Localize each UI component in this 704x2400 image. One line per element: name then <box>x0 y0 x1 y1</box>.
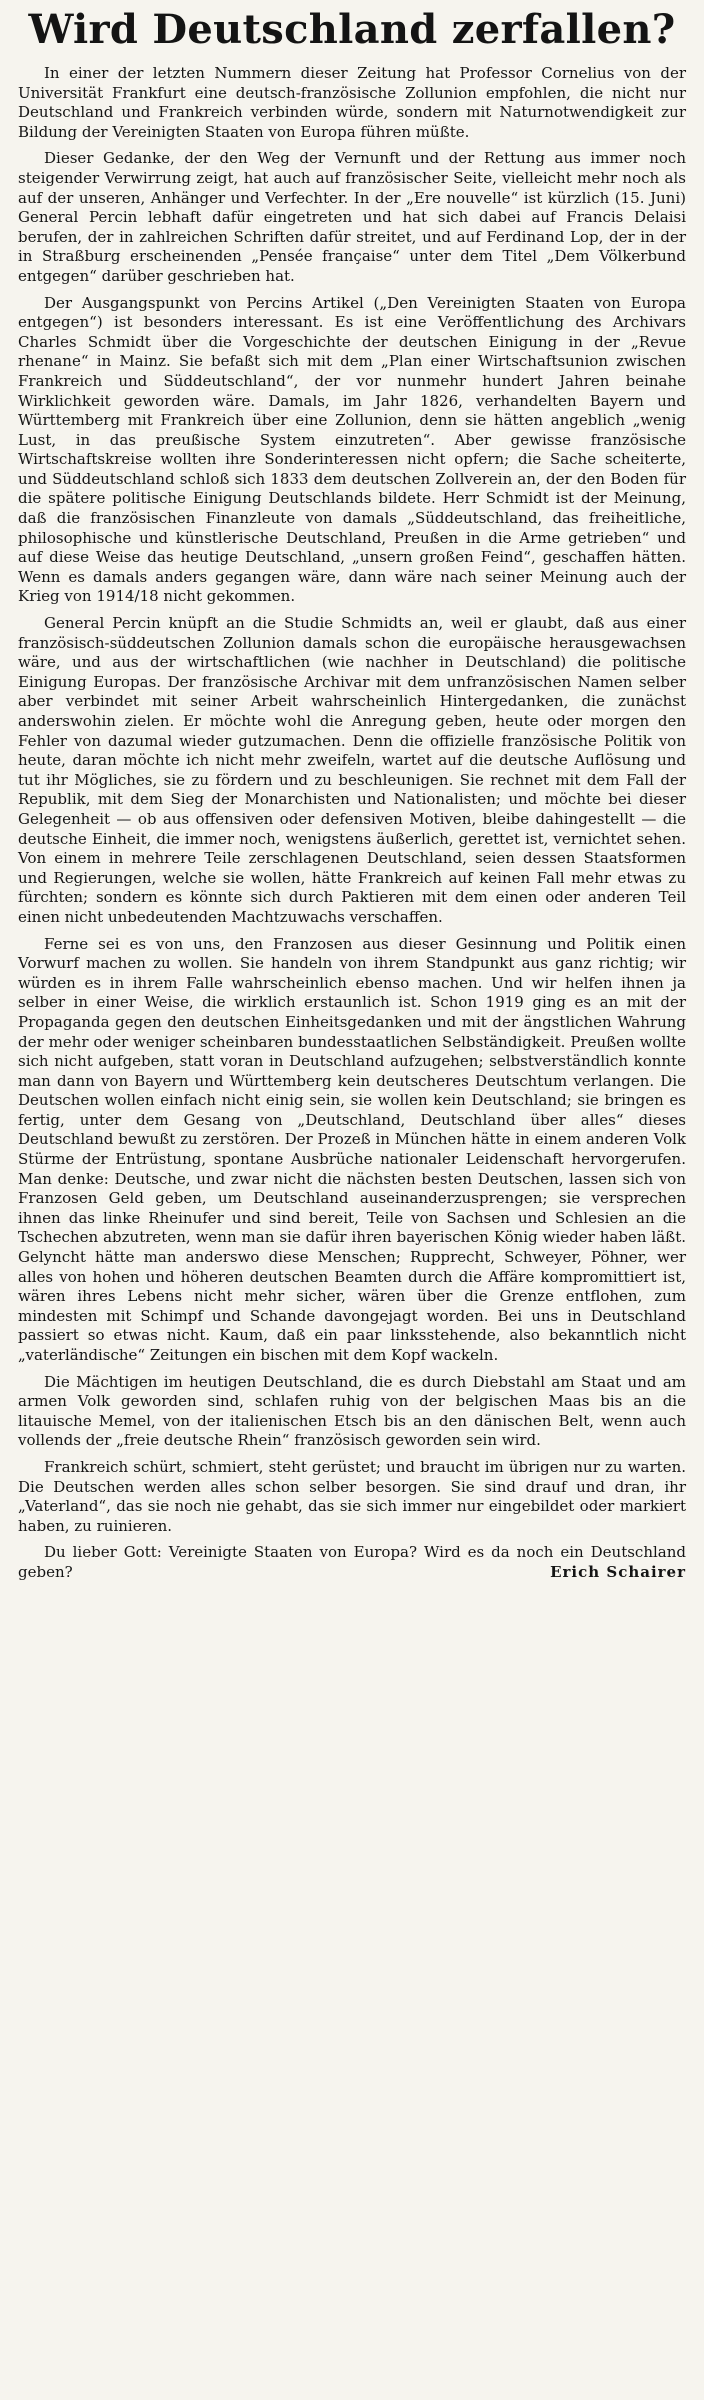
closing-line: Du lieber Gott: Vereinigte Staaten von Europa? Wird es da noch ein Deutschland geben? <box>18 1543 686 1581</box>
article-headline: Wird Deutschland zerfallen? <box>28 6 676 53</box>
article-body <box>18 64 686 1583</box>
paragraph-text: Ferne sei es von uns, den Franzosen aus dieser Gesinnung und Politik einen Vorwurf machen zu wollen. Sie handeln von ihrem Standpunkt aus ganz richtig; wir würden es in ihrem Falle wahrscheinlich ebenso machen. Und wir helfen ihnen ja selber in einer Weise, die wirklich erstaunlich ist. Schon 1919 ging es an mit der Propaganda gegen den deutschen Einheitsgedanken und mit der ängstlichen Wahrung der mehr oder weniger scheinbaren bundesstaatlichen Selbständigkeit. Preußen wollte sich nicht aufgeben, statt voran in Deutschland aufzugehen; selbstverständlich konnte man dann von Bayern und Württemberg kein deutscheres Deutschtum verlangen. Die Deutschen wollen einfach nicht einig sein, sie wollen kein Deutschland; sie bringen es fertig, unter dem Gesang von „Deutschland, Deutschland über alles“ dieses Deutschland bewußt zu zerstören. Der Prozeß in München hätte in einem anderen Volk Stürme der Entrüstung, spontane Ausbrüche nationaler Leidenschaft hervorgerufen. Man denke: Deutsche, und zwar nicht die nächsten besten Deutschen, lassen sich von Franzosen Geld geben, um Deutschland auseinanderzusprengen; sie versprechen ihnen das linke Rheinufer und sind bereit, Teile von Sachsen und Schlesien an die Tschechen abzutreten, wenn man sie dafür ihren bayerischen König wieder haben läßt. Gelyncht hätte man anderswo diese Menschen; Rupprecht, Schweyer, Pöhner, wer alles von hohen und höheren deutschen Beamten durch die Affäre kompromittiert ist, wären ihres Lebens nicht mehr sicher, wären über die Grenze entflohen, zum mindesten mit Schimpf und Schande davongejagt worden. Bei uns in Deutschland passiert so etwas nicht. Kaum, daß ein paar linksstehende, also bekanntlich nicht „vaterländische“ Zeitungen ein bischen mit dem Kopf wackeln. <box>18 934 686 1364</box>
paragraph-text: General Percin knüpft an die Studie Schmidts an, weil er glaubt, daß aus einer französisch-süddeutschen Zollunion damals schon die europäische herausgewachsen wäre, und aus der wirtschaftlichen (wie nachher in Deutschland) die politische Einigung Europas. Der französische Archivar mit dem unfranzösischen Namen selber aber verbindet mit seiner Arbeit wahrscheinlich Hintergedanken, die zunächst anderswohin zielen. Er möchte wohl die Anregung geben, heute oder morgen den Fehler von dazumal wieder gutzumachen. Denn die offizielle französische Politik von heute, daran möchte ich nicht mehr zweifeln, wartet auf die deutsche Auflösung und tut ihr Mögliches, sie zu fördern und zu beschleunigen. Sie rechnet mit dem Fall der Republik, mit dem Sieg der Monarchisten und Nationalisten; und möchte bei dieser Gelegenheit — ob aus offensiven oder defensiven Motiven, bleibe dahingestellt — die deutsche Einheit, die immer noch, wenigstens äußerlich, gerettet ist, vernichtet sehen. Von einem in mehrere Teile zerschlagenen Deutschland, seien dessen Staatsformen und Regierungen, welche sie wollen, hätte Frankreich auf keinen Fall mehr etwas zu fürchten; sondern es könnte sich durch Paktieren mit dem einen oder anderen Teil einen nicht unbedeutenden Machtzuwachs verschaffen. <box>18 614 686 926</box>
paragraph-3 <box>18 294 686 608</box>
paragraph-2 <box>18 149 686 286</box>
paragraph-text: Die Mächtigen im heutigen Deutschland, die es durch Diebstahl am Staat und am armen Volk geworden sind, schlafen ruhig von der belgischen Maas bis an die litauische Memel, von der italienischen Etsch bis an den dänischen Belt, wenn auch vollends der „freie deutsche Rhein“ französisch geworden sein wird. <box>18 1372 686 1450</box>
paragraph-6 <box>18 1373 686 1451</box>
author-signature: Erich Schairer <box>550 1562 686 1581</box>
closing-paragraph <box>18 1543 686 1582</box>
paragraph-7 <box>18 1458 686 1536</box>
paragraph-4 <box>18 614 686 928</box>
paragraph-text: Dieser Gedanke, der den Weg der Vernunft und der Rettung aus immer noch steigender Verwirrung zeigt, hat auch auf französischer Seite, vielleicht mehr noch als auf der unseren, Anhänger und Verfechter. In der „Ere nouvelle“ ist kürzlich (15. Juni) General Percin lebhaft dafür eingetreten und hat sich dabei auf Francis Delaisi berufen, der in zahlreichen Schriften dafür streitet, und auf Ferdinand Lop, der in der in Straßburg erscheinenden „Pensée française“ unter dem Titel „Dem Völkerbund entgegen“ darüber geschrieben hat. <box>18 149 686 285</box>
paragraph-text: Der Ausgangspunkt von Percins Artikel („Den Vereinigten Staaten von Europa entgegen“) ist besonders interessant. Es ist eine Veröffentlichung des Archivars Charles Schmidt über die Vorgeschichte der deutschen Einigung in der „Revue rhenane“ in Mainz. Sie befaßt sich mit dem „Plan einer Wirtschaftsunion zwischen Frankreich und Süddeutschland“, der vor nunmehr hundert Jahren beinahe Wirklichkeit geworden wäre. Damals, im Jahr 1826, verhandelten Bayern und Württemberg mit Frankreich über eine Zollunion, denn sie hätten angeblich „wenig Lust, in das preußische System einzutreten“. Aber gewisse französische Wirtschaftskreise wollten ihre Sonderinteressen nicht opfern; die Sache scheiterte, und Süddeutschland schloß sich 1833 dem deutschen Zollverein an, der den Boden für die spätere politische Einigung Deutschlands bildete. Herr Schmidt ist der Meinung, daß die französischen Finanzleute von damals „Süddeutschland, das freiheitliche, philosophische und künstlerische Deutschland, Preußen in die Arme getrieben“ und auf diese Weise das heutige Deutschland, „unsern großen Feind“, geschaffen hätten. Wenn es damals anders gegangen wäre, dann wäre nach seiner Meinung auch der Krieg von 1914/18 nicht gekommen. <box>18 293 686 606</box>
paragraph-5 <box>18 935 686 1366</box>
paragraph-text: In einer der letzten Nummern dieser Zeitung hat Professor Cornelius von der Universität Frankfurt eine deutsch-französische Zollunion empfohlen, die nicht nur Deutschland und Frankreich verbinden würde, sondern mit Naturnotwendigkeit zur Bildung der Vereinigten Staaten von Europa führen müßte. <box>18 64 686 141</box>
paragraph-1 <box>18 64 686 142</box>
paragraph-text: Frankreich schürt, schmiert, steht gerüstet; und braucht im übrigen nur zu warten. Die Deutschen werden alles schon selber besorgen. Sie sind drauf und dran, ihr „Vaterland“, das sie noch nie gehabt, das sie sich immer nur eingebildet oder markiert haben, zu ruinieren. <box>18 1457 686 1535</box>
